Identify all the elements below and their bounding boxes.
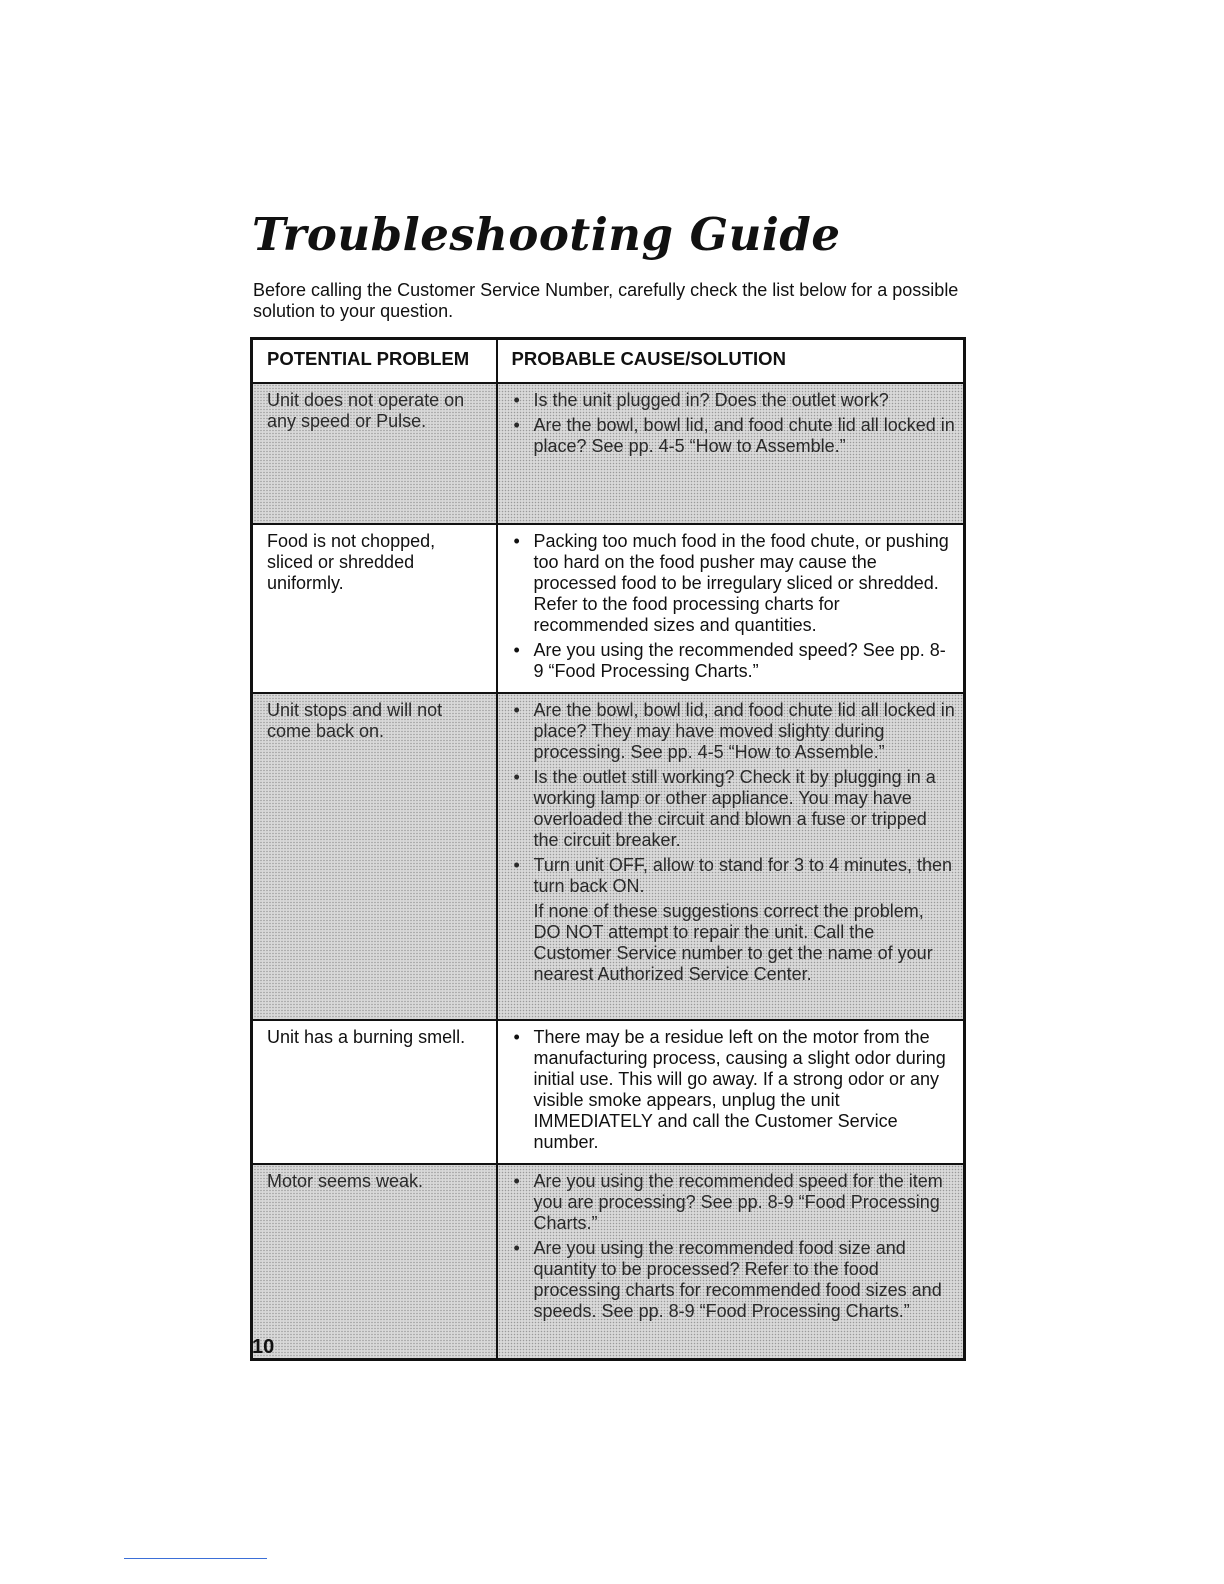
- solution-text: Packing too much food in the food chute, or pushing too hard on the food pusher may cause the processed food to be irregulary sliced or shredded. Refer to the food processing charts for recommended sizes and quantities.: [533, 531, 949, 635]
- list-item: [512, 415, 956, 457]
- solution-list: [512, 1171, 956, 1322]
- table-row: [252, 524, 965, 693]
- solution-list: [512, 531, 956, 682]
- list-item: [512, 767, 956, 851]
- table-row: [252, 1164, 965, 1359]
- bullet-icon: •: [513, 531, 520, 551]
- solution-cell: [497, 383, 965, 524]
- list-item: [512, 1238, 956, 1322]
- solution-cell: [497, 1020, 965, 1164]
- list-item: [512, 531, 956, 636]
- list-item: [512, 1027, 956, 1153]
- bullet-icon: •: [513, 1027, 520, 1047]
- solution-list: [512, 1027, 956, 1153]
- problem-cell: Unit has a burning smell.: [252, 1020, 497, 1164]
- list-item: [512, 855, 956, 897]
- bullet-icon: •: [513, 700, 520, 720]
- problem-cell: Food is not chopped, sliced or shredded uniformly.: [252, 524, 497, 693]
- solution-text: Are you using the recommended food size and quantity to be processed? Refer to the food processing charts for recommended food sizes and speeds. See pp. 8-9 “Food Processing Charts.”: [533, 1238, 942, 1321]
- list-item: [512, 390, 956, 411]
- solution-text: Is the outlet still working? Check it by plugging in a working lamp or other appliance. You may have overloaded the circuit and blown a fuse or tripped the circuit breaker.: [533, 767, 936, 850]
- table-row: [252, 1020, 965, 1164]
- bullet-icon: •: [513, 390, 520, 410]
- page-number: 10: [252, 1336, 275, 1358]
- solution-cell: [497, 1164, 965, 1359]
- header-potential-problem: POTENTIAL PROBLEM: [252, 339, 497, 384]
- problem-cell: Motor seems weak.: [252, 1164, 497, 1359]
- problem-cell: Unit stops and will not come back on.: [252, 693, 497, 1020]
- table-row: [252, 383, 965, 524]
- service-note: If none of these suggestions correct the problem, DO NOT attempt to repair the unit. Call the Customer Service number to get the name of your nearest Authorized Service Center.: [533, 901, 933, 984]
- solution-list: [512, 700, 956, 897]
- bullet-icon: •: [513, 767, 520, 787]
- table-row: [252, 693, 965, 1020]
- troubleshooting-table: [250, 337, 966, 1361]
- solution-text: Turn unit OFF, allow to stand for 3 to 4 minutes, then turn back ON.: [533, 855, 953, 896]
- bullet-icon: •: [513, 1238, 520, 1258]
- solution-cell: [497, 693, 965, 1020]
- list-item: [512, 640, 956, 682]
- solution-text: There may be a residue left on the motor from the manufacturing process, causing a slight odor during initial use. This will go away. If a strong odor or any visible smoke appears, unplug the unit IMMEDIATELY and call the Customer Service number.: [533, 1027, 946, 1152]
- bullet-icon: •: [513, 415, 520, 435]
- solution-list: [512, 390, 956, 457]
- solution-text: Are you using the recommended speed for the item you are processing? See pp. 8-9 “Food Processing Charts.”: [533, 1171, 943, 1233]
- bullet-icon: •: [513, 855, 520, 875]
- header-probable-cause-solution: PROBABLE CAUSE/SOLUTION: [497, 339, 965, 384]
- page-title: Troubleshooting Guide: [252, 208, 841, 261]
- bullet-icon: •: [513, 640, 520, 660]
- solution-text: Are the bowl, bowl lid, and food chute lid all locked in place? They may have moved slighty during processing. See pp. 4-5 “How to Assemble.”: [533, 700, 955, 762]
- solution-text: Are the bowl, bowl lid, and food chute lid all locked in place? See pp. 4-5 “How to Assemble.”: [533, 415, 955, 456]
- intro-text: Before calling the Customer Service Number, carefully check the list below for a possible solution to your question.: [253, 280, 959, 321]
- bullet-icon: •: [513, 1171, 520, 1191]
- problem-cell: Unit does not operate on any speed or Pulse.: [252, 383, 497, 524]
- list-item: [512, 1171, 956, 1234]
- list-item: [512, 700, 956, 763]
- footer-link-rule: [124, 1558, 267, 1559]
- solution-cell: [497, 524, 965, 693]
- solution-text: Are you using the recommended speed? See pp. 8-9 “Food Processing Charts.”: [533, 640, 946, 681]
- table-header-row: [252, 339, 965, 384]
- solution-text: Is the unit plugged in? Does the outlet work?: [533, 390, 889, 410]
